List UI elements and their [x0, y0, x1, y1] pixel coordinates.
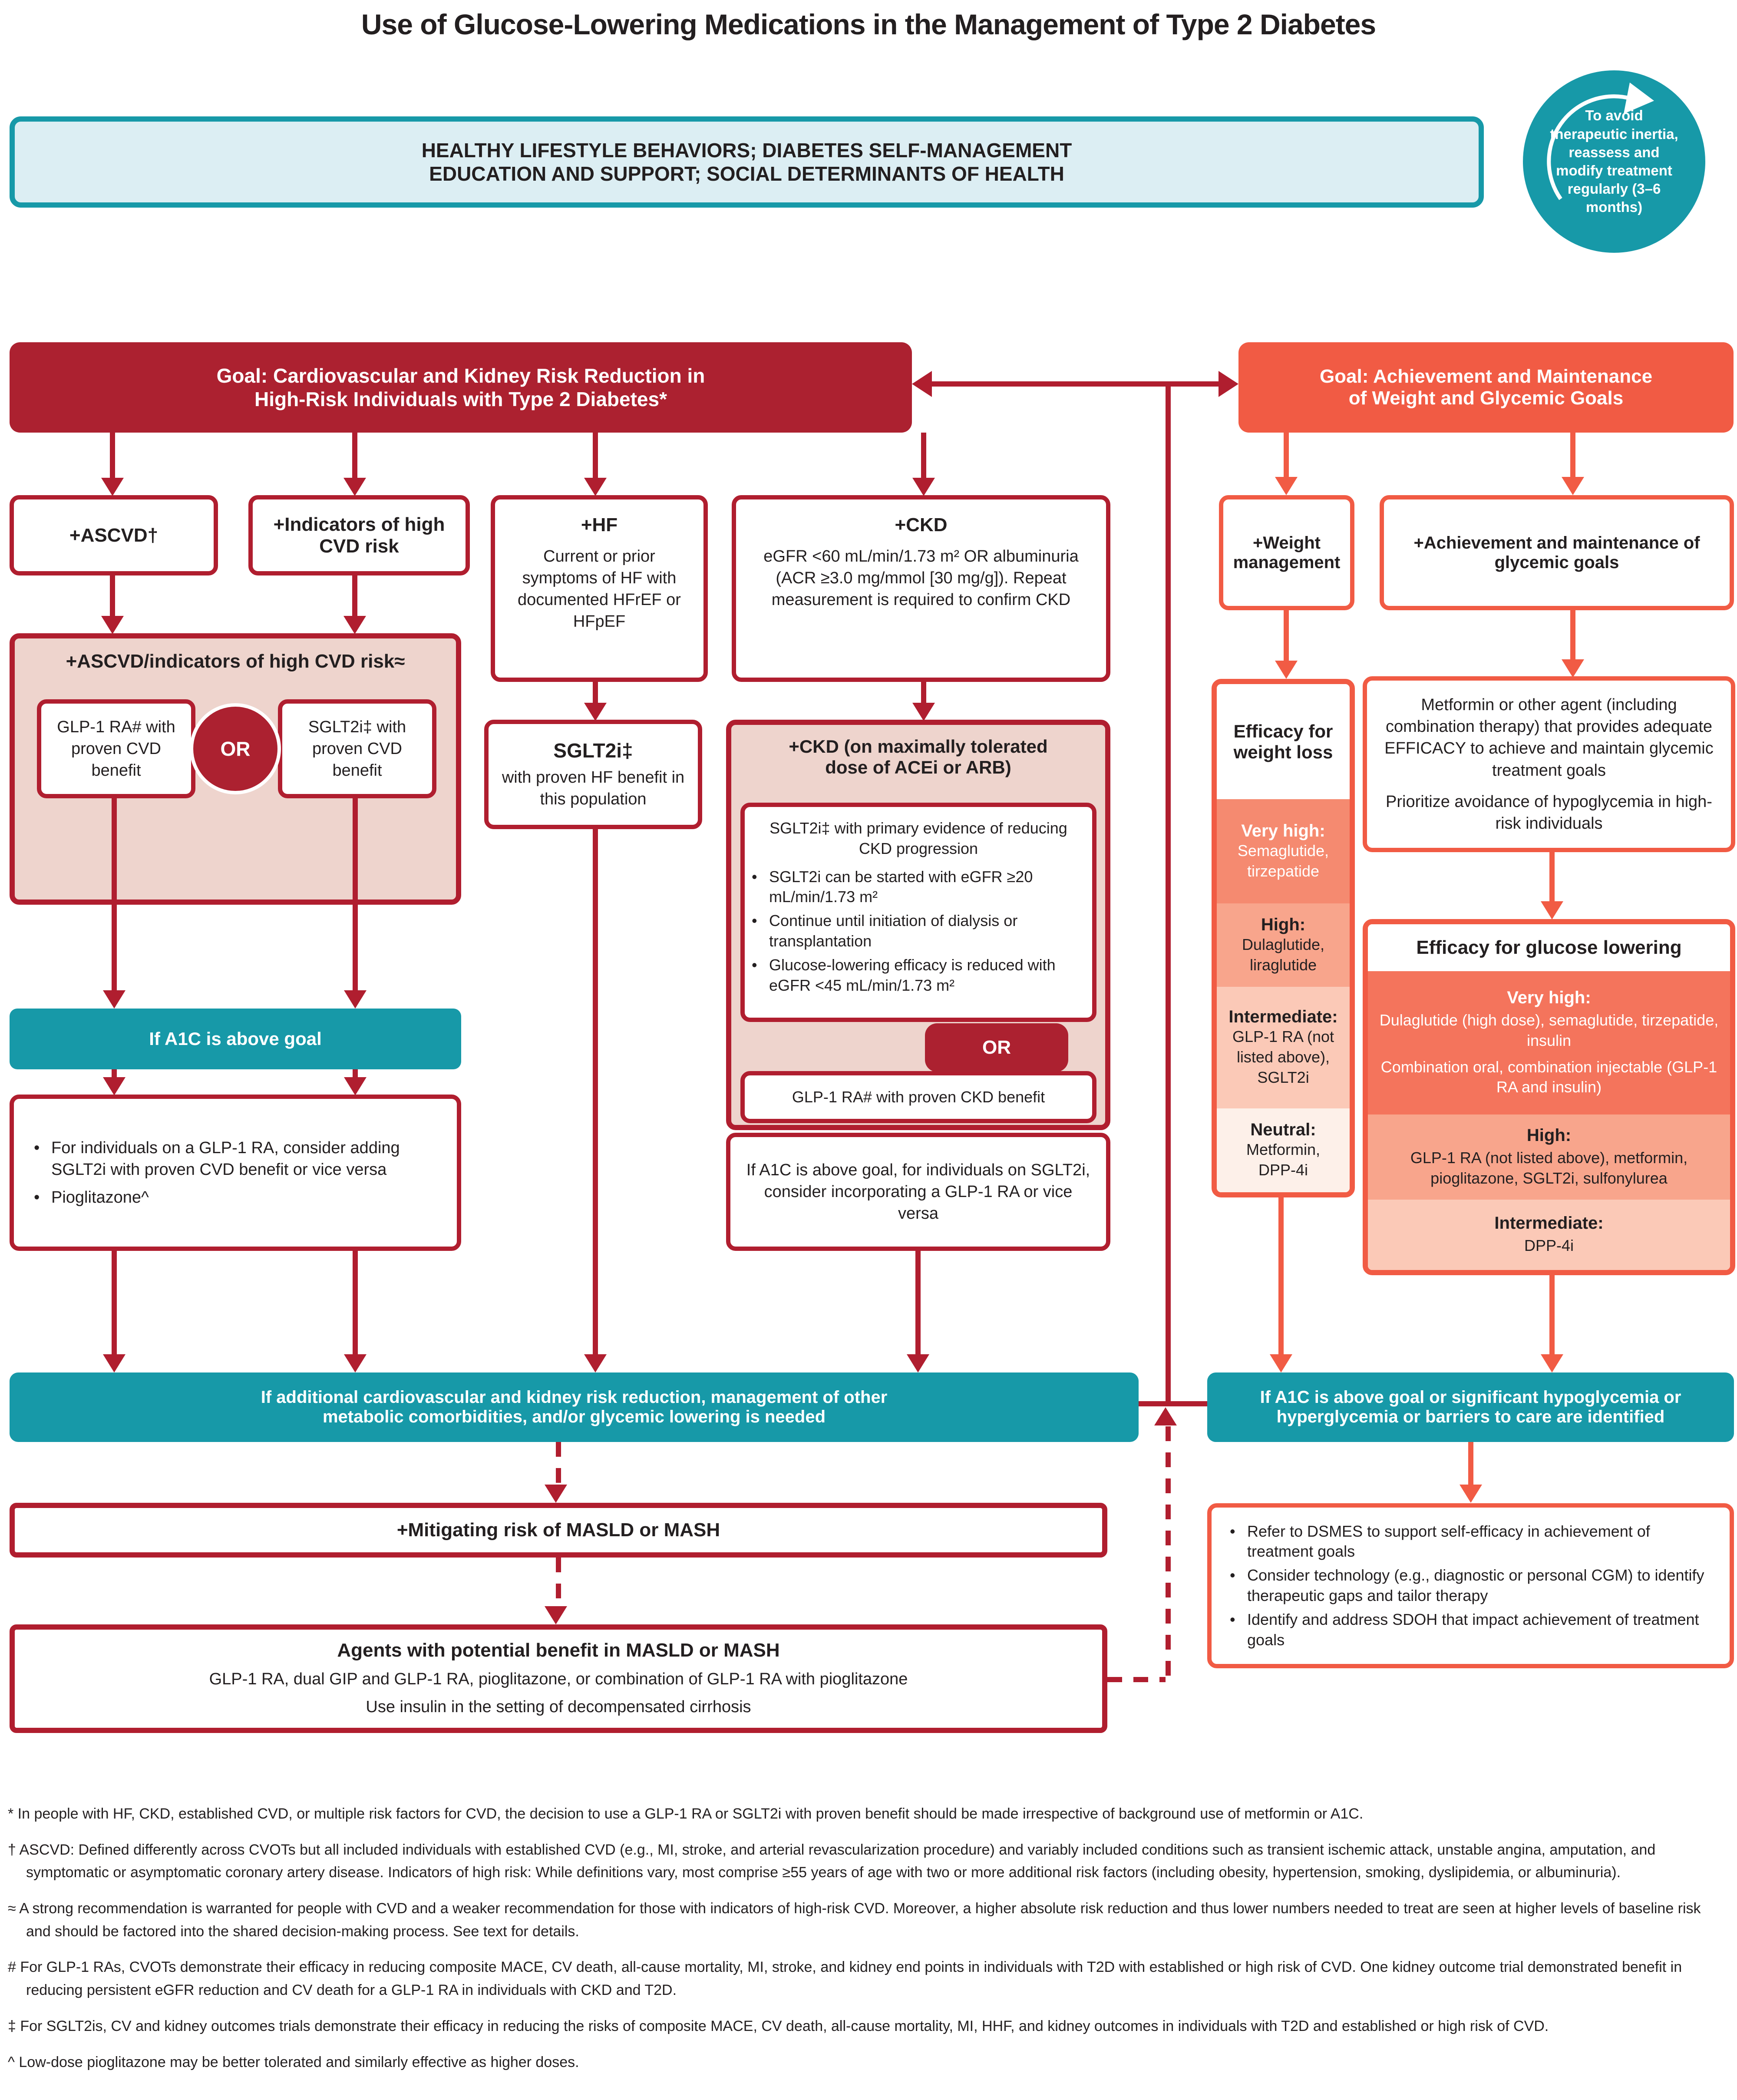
connector-arrowhead: [912, 371, 932, 397]
sglt2i-hf-title: SGLT2i‡: [553, 739, 633, 762]
connector-line: [921, 433, 926, 480]
weight-table-header: [1217, 684, 1350, 799]
connector-line: [1166, 384, 1171, 1406]
connector-arrowhead: [1541, 1354, 1563, 1372]
connector-line: [1570, 433, 1575, 478]
connector-dashed-line: [556, 1558, 561, 1607]
weight-management-box: [1219, 495, 1354, 610]
dsmes-item: • Consider technology (e.g., diagnostic or personal CGM) to identify therapeutic gaps and tailor therapy: [1225, 1565, 1717, 1606]
lifestyle-banner-line1: HEALTHY LIFESTYLE BEHAVIORS; DIABETES SELF-MANAGEMENT: [421, 139, 1072, 162]
ckd-evidence-item: • Glucose-lowering efficacy is reduced with eGFR <45 mL/min/1.73 m²: [746, 955, 1090, 996]
connector-arrowhead: [1154, 1407, 1177, 1425]
connector-line: [110, 575, 115, 617]
footnote-asterisk: * In people with HF, CKD, established CVD, or multiple risk factors for CVD, the decision to use a GLP-1 RA or SGLT2i with proven benefit should be made irrespective of background use of metformin or A1C.: [8, 1806, 1364, 1822]
row-drugs: Metformin, DPP-4i: [1246, 1141, 1321, 1179]
feedback-dashed-line: [1107, 1677, 1166, 1682]
metformin-efficacy-p1: Metformin or other agent (including combination therapy) that provides adequate EFFICACY to achieve and maintain glycemic treatment goals: [1384, 696, 1714, 780]
goal-weight-glycemic-line1: Goal: Achievement and Maintenance: [1319, 366, 1653, 387]
goal-cv-kidney-line2: High-Risk Individuals with Type 2 Diabetes*: [254, 388, 667, 410]
sglt2i-ckd-evidence-box: [740, 803, 1096, 1022]
connector-line: [353, 1069, 358, 1078]
a1c-hypoglycemia-band: [1207, 1372, 1734, 1442]
connector-arrowhead: [344, 1077, 367, 1095]
dsmes-item: • Identify and address SDOH that impact achievement of treatment goals: [1225, 1610, 1717, 1650]
connector-line: [1284, 610, 1289, 661]
connector-line: [1549, 852, 1555, 902]
metformin-efficacy-box: [1363, 676, 1735, 852]
page-title: Use of Glucose-Lowering Medications in the Management of Type 2 Diabetes: [361, 8, 1376, 40]
connector-arrowhead: [912, 703, 935, 721]
connector-line: [593, 682, 598, 704]
connector-arrowhead: [344, 990, 367, 1009]
row-label: Very high:: [1241, 821, 1325, 840]
or-pill: [925, 1023, 1068, 1072]
lifestyle-banner: [10, 116, 1484, 208]
agents-masld-title: Agents with potential benefit in MASLD or MASH: [337, 1639, 780, 1661]
metformin-efficacy-p2: Prioritize avoidance of hypoglycemia in high-risk individuals: [1386, 792, 1712, 833]
connector-line: [1468, 1442, 1473, 1485]
dsmes-item: • Refer to DSMES to support self-efficacy in achievement of treatment goals: [1225, 1521, 1717, 1562]
or-circle-label: OR: [220, 737, 251, 760]
connector-arrowhead: [545, 1485, 567, 1503]
indicators-label: +Indicators of high CVD risk: [273, 513, 445, 557]
consider-item: • Pioglitazone^: [29, 1187, 149, 1208]
connector-arrowhead: [584, 1354, 607, 1372]
goal-cv-kidney-line1: Goal: Cardiovascular and Kidney Risk Reduction in: [216, 364, 705, 387]
goal-weight-glycemic-line2: of Weight and Glycemic Goals: [1348, 387, 1624, 409]
connector-arrowhead: [584, 478, 607, 496]
row-drugs: DPP-4i: [1524, 1237, 1574, 1255]
ckd-body: eGFR <60 mL/min/1.73 m² OR albuminuria (ACR ≥3.0 mg/mmol [30 mg/g]). Repeat measurement is required to confirm CKD: [763, 547, 1079, 609]
agents-masld-box: [10, 1624, 1107, 1733]
hf-box: [491, 495, 708, 682]
row-drugs: Dulaglutide (high dose), semaglutide, tirzepatide, insulin: [1379, 1011, 1719, 1049]
a1c-sglt2i-box: [726, 1133, 1110, 1251]
connector-line: [932, 381, 1219, 387]
or-circle: [190, 703, 281, 794]
weight-table-row-intermediate: [1217, 987, 1350, 1108]
indicators-box: [248, 495, 470, 575]
ckd-evidence-item: • Continue until initiation of dialysis or transplantation: [746, 911, 1090, 952]
agents-masld-line2: Use insulin in the setting of decompensated cirrhosis: [366, 1698, 751, 1716]
ckd-group-title-line2: dose of ACEi or ARB): [825, 757, 1011, 777]
glucose-table-row-very-high: [1368, 971, 1730, 1114]
mitigating-masld-box: [10, 1503, 1107, 1558]
row-label: Intermediate:: [1228, 1007, 1338, 1027]
connector-arrowhead: [103, 990, 125, 1009]
glucose-table-row-high: [1368, 1114, 1730, 1200]
connector-line: [352, 575, 357, 617]
connector-arrowhead: [1219, 371, 1238, 397]
connector-line: [921, 682, 926, 704]
feedback-dashed-line: [1166, 1426, 1171, 1680]
connector-line: [1570, 610, 1575, 660]
connector-arrowhead: [344, 1354, 367, 1372]
connector-line: [112, 798, 117, 992]
connector-line: [352, 433, 357, 480]
weight-table-row-high: [1217, 903, 1350, 987]
connector-arrowhead: [907, 1354, 929, 1372]
glp1-sglt2i-consider-box: [10, 1095, 461, 1251]
reassess-badge: [1523, 70, 1705, 253]
glycemic-goals-label: +Achievement and maintenance of glycemic goals: [1413, 533, 1700, 572]
connector-arrowhead: [343, 478, 366, 496]
row-drugs: Dulaglutide, liraglutide: [1242, 935, 1325, 974]
connector-line: [1139, 1401, 1207, 1406]
weight-table-header-label: Efficacy for weight loss: [1233, 721, 1333, 762]
lifestyle-banner-line2: EDUCATION AND SUPPORT; SOCIAL DETERMINANTS OF HEALTH: [429, 162, 1064, 185]
row-label: Neutral:: [1250, 1120, 1316, 1140]
row-label: High:: [1261, 915, 1306, 934]
goal-weight-glycemic-box: [1238, 342, 1734, 433]
connector-arrowhead: [101, 616, 124, 634]
connector-arrowhead: [545, 1606, 567, 1624]
connector-dashed-line: [556, 1442, 561, 1485]
connector-line: [1278, 1197, 1284, 1355]
connector-arrowhead: [912, 478, 935, 496]
footnote-caret: ^ Low-dose pioglitazone may be better tolerated and similarly effective as higher doses.: [8, 2054, 579, 2070]
glucose-table-row-intermediate: [1368, 1200, 1730, 1270]
footnote-approx: ≈ A strong recommendation is warranted for people with CVD and a weaker recommendation for those with indicators of high-risk CVD. Moreover, a higher absolute risk reduction and thus lower numbers needed to treat are seen at higher levels of baseline risk and should be factored into the shared decision-making process. See text for details.: [8, 1900, 1701, 1940]
sglt2i-ckd-evidence-text: SGLT2i‡ with primary evidence of reducing CKD progression: [769, 819, 1067, 857]
sglt2i-hf-body: with proven HF benefit in this population: [502, 768, 685, 808]
footnote-hash: # For GLP-1 RAs, CVOTs demonstrate their efficacy in reducing composite MACE, CV death, all-cause mortality, MI, stroke, and kidney end points in individuals with T2D with established or high risk of CVD. One kidney outcome trial demonstrated benefit in reducing persistent eGFR reduction and CV death for a GLP-1 RA in individuals with CKD and T2D.: [8, 1959, 1682, 1999]
connector-arrowhead: [1562, 477, 1584, 495]
additional-risk-line2: metabolic comorbidities, and/or glycemic lowering is needed: [322, 1407, 826, 1426]
weight-table-row-neutral: [1217, 1108, 1350, 1192]
connector-line: [593, 433, 598, 480]
connector-arrowhead: [1541, 901, 1563, 919]
connector-arrowhead: [1460, 1485, 1482, 1503]
connector-arrowhead: [101, 478, 124, 496]
glp1-cvd-box: [37, 699, 195, 798]
ckd-box: [732, 495, 1110, 682]
connector-arrowhead: [103, 1077, 125, 1095]
connector-line: [1549, 1275, 1555, 1355]
dsmes-box: [1207, 1503, 1734, 1668]
row-drugs: GLP-1 RA (not listed above), metformin, pioglitazone, SGLT2i, sulfonylurea: [1410, 1148, 1688, 1187]
ascvd-box: [10, 495, 218, 575]
connector-arrowhead: [1275, 477, 1298, 495]
connector-arrowhead: [584, 703, 607, 721]
connector-line: [353, 1251, 358, 1355]
reassess-badge-text: To avoid therapeutic inertia, reassess and modify treatment regularly (3–6 months): [1550, 107, 1678, 215]
weight-management-label: +Weight management: [1233, 533, 1341, 572]
sglt2i-cvd-box: [278, 699, 436, 798]
mitigating-masld-label: +Mitigating risk of MASLD or MASH: [396, 1519, 720, 1541]
hf-title: +HF: [581, 514, 618, 536]
sglt2i-cvd-label: SGLT2i‡ with proven CVD benefit: [308, 718, 406, 780]
footnote-double-dagger: ‡ For SGLT2is, CV and kidney outcomes trials demonstrate their efficacy in reducing the risks of composite MACE, CV death, all-cause mortality, MI, HHF, and kidney outcomes in individuals with T2D and established or high risk of CVD.: [8, 2017, 1549, 2034]
ckd-evidence-item: • SGLT2i can be started with eGFR ≥20 mL/min/1.73 m²: [746, 867, 1090, 908]
connector-arrowhead: [103, 1354, 125, 1372]
a1c-sglt2i-text: If A1C is above goal, for individuals on SGLT2i, consider incorporating a GLP-1 RA or vice versa: [746, 1161, 1090, 1223]
a1c-above-goal-label: If A1C is above goal: [149, 1029, 322, 1049]
row-label: Intermediate:: [1494, 1214, 1604, 1233]
connector-line: [112, 1251, 117, 1355]
glp1-ckd-label: GLP-1 RA# with proven CKD benefit: [792, 1088, 1045, 1106]
weight-loss-efficacy-table: [1212, 679, 1355, 1197]
a1c-above-goal-band: [10, 1009, 461, 1069]
glycemic-goals-box: [1380, 495, 1734, 610]
glp1-ckd-box: [740, 1071, 1096, 1123]
connector-arrowhead: [1562, 659, 1584, 678]
connector-line: [112, 1069, 117, 1078]
weight-table-row-very-high: [1217, 799, 1350, 903]
row-drugs2: Combination oral, combination injectable (GLP-1 RA and insulin): [1380, 1058, 1717, 1096]
footnotes: [8, 1802, 1729, 2087]
row-drugs: GLP-1 RA (not listed above), SGLT2i: [1232, 1028, 1334, 1086]
consider-item: • For individuals on a GLP-1 RA, consider adding SGLT2i with proven CVD benefit or vice versa: [29, 1137, 442, 1181]
agents-masld-line1: GLP-1 RA, dual GIP and GLP-1 RA, pioglitazone, or combination of GLP-1 RA with pioglitazone: [209, 1670, 908, 1688]
hf-body: Current or prior symptoms of HF with documented HFrEF or HFpEF: [518, 547, 681, 631]
sglt2i-hf-box: [484, 720, 702, 829]
or-pill-label: OR: [982, 1037, 1011, 1058]
connector-arrowhead: [1270, 1354, 1292, 1372]
additional-risk-band: [10, 1372, 1139, 1442]
connector-line: [353, 798, 358, 992]
connector-arrowhead: [1275, 661, 1298, 679]
connector-line: [593, 829, 598, 1355]
connector-line: [110, 433, 115, 480]
ckd-group-title-line1: +CKD (on maximally tolerated: [789, 736, 1048, 757]
glucose-table-header: [1368, 924, 1730, 971]
connector-line: [915, 1251, 921, 1355]
goal-cv-kidney-box: [10, 342, 912, 433]
row-label: Very high:: [1507, 988, 1591, 1007]
ckd-title: +CKD: [895, 514, 948, 536]
ascvd-indicators-title: +ASCVD/indicators of high CVD risk≈: [66, 651, 405, 672]
a1c-hypoglycemia-line2: hyperglycemia or barriers to care are identified: [1276, 1407, 1665, 1426]
additional-risk-line1: If additional cardiovascular and kidney risk reduction, management of other: [261, 1388, 888, 1407]
glucose-lowering-efficacy-table: [1363, 919, 1735, 1275]
footnote-dagger: † ASCVD: Defined differently across CVOTs but all included individuals with established CVD (e.g., MI, stroke, and arterial revascularization procedure) and variably included conditions such as transient ischemic attack, unstable angina, amputation, and symptomatic or asymptomatic coronary artery disease. Indicators of high risk: While definitions vary, most comprise ≥55 years of age with two or more additional risk factors (including obesity, hypertension, smoking, dyslipidemia, or albuminuria).: [8, 1841, 1656, 1881]
ascvd-label: +ASCVD†: [69, 524, 159, 546]
glp1-cvd-label: GLP-1 RA# with proven CVD benefit: [57, 718, 175, 780]
a1c-hypoglycemia-line1: If A1C is above goal or significant hypoglycemia or: [1260, 1388, 1681, 1407]
row-label: High:: [1526, 1125, 1572, 1145]
connector-line: [1284, 433, 1289, 478]
glucose-table-header-label: Efficacy for glucose lowering: [1416, 937, 1682, 958]
connector-arrowhead: [343, 616, 366, 634]
row-drugs: Semaglutide, tirzepatide: [1237, 841, 1329, 880]
